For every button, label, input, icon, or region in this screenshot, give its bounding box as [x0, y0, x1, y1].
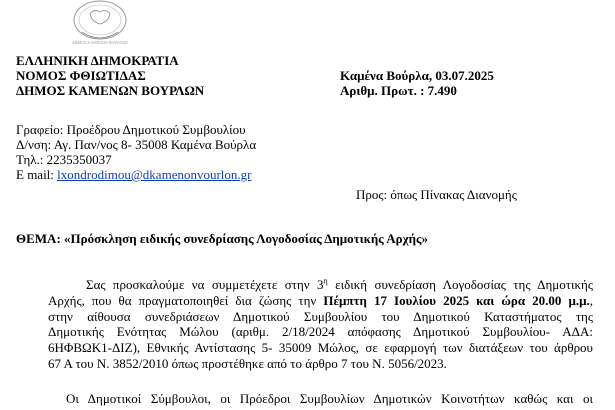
- email-label: E mail:: [16, 167, 54, 182]
- body-line-2a: Αρχής, που θα πραγματοποιηθεί δια ζώσης την: [48, 293, 324, 308]
- org-line-republic: ΕΛΛΗΝΙΚΗ ΔΗΜΟΚΡΑΤΙΑ: [16, 53, 179, 68]
- office-line: Γραφείο: Προέδρου Δημοτικού Συμβουλίου: [16, 122, 246, 137]
- body-line-2: [48, 293, 593, 308]
- recipient-line: Προς: όπως Πίνακας Διανομής: [356, 187, 517, 202]
- seal-text: ΔΗΜΟΣ ΚΑΜΕΝΩΝ ΒΟΥΡΛΩΝ: [72, 40, 128, 45]
- municipality-seal: [68, 0, 132, 52]
- body-para2-line-1: Οι Δημοτικοί Σύμβουλοι, οι Πρόεδροι Συμβουλίων Δημοτικών Κοινοτήτων καθώς και οι: [66, 391, 593, 406]
- ordinal-sup: η: [323, 276, 328, 286]
- body-line-4: Δημοτικής Ενότητας Μώλου (αριθμ. 2/18/2024 απόφασης Δημοτικού Συμβουλίου- ΑΔΑ:: [48, 324, 593, 339]
- email-line: [16, 167, 251, 182]
- body-line-3: στην αίθουσα συνεδριάσεων Δημοτικού Συμβουλίου του Δημοτικού Καταστήματος της: [48, 309, 593, 324]
- place-date: Καμένα Βούρλα, 03.07.2025: [340, 68, 494, 83]
- body-line-1: [86, 277, 593, 292]
- subject-line: ΘΕΜΑ: «Πρόσκληση ειδικής συνεδρίασης Λογοδοσίας Δημοτικής Αρχής»: [16, 231, 428, 246]
- address-line: Δ/νση: Αγ. Παν/νος 8- 35008 Καμένα Βούρλα: [16, 137, 257, 152]
- org-line-prefecture: ΝΟΜΟΣ ΦΘΙΩΤΙΔΑΣ: [16, 68, 146, 83]
- org-line-municipality: ΔΗΜΟΣ ΚΑΜΕΝΩΝ ΒΟΥΡΛΩΝ: [16, 83, 205, 98]
- body-line-1b: ειδική συνεδρίαση Λογοδοσίας της Δημοτικής: [327, 277, 593, 292]
- body-line-6: 67 Α του Ν. 3852/2010 όπως προστέθηκε από το άρθρο 7 του Ν. 5056/2023.: [48, 356, 447, 371]
- body-line-2b: ,: [589, 293, 593, 308]
- body-line-1a: Σας προσκαλούμε να συμμετέχετε στην 3: [86, 277, 324, 292]
- meeting-datetime: Πέμπτη 17 Ιουλίου 2025 και ώρα 20.00 μ.μ.: [323, 293, 590, 308]
- phone-line: Τηλ.: 2235350037: [16, 152, 112, 167]
- protocol-number: Αριθμ. Πρωτ. : 7.490: [340, 83, 457, 98]
- email-link[interactable]: lxondrodimou@dkamenonvourlon.gr: [57, 167, 252, 182]
- body-line-5: 6ΗΦΒΩΚ1-ΔΙΖ), Εθνικής Αντίστασης 5- 35009 Μώλος, σε εφαρμογή των διατάξεων του άρθρου: [48, 340, 593, 355]
